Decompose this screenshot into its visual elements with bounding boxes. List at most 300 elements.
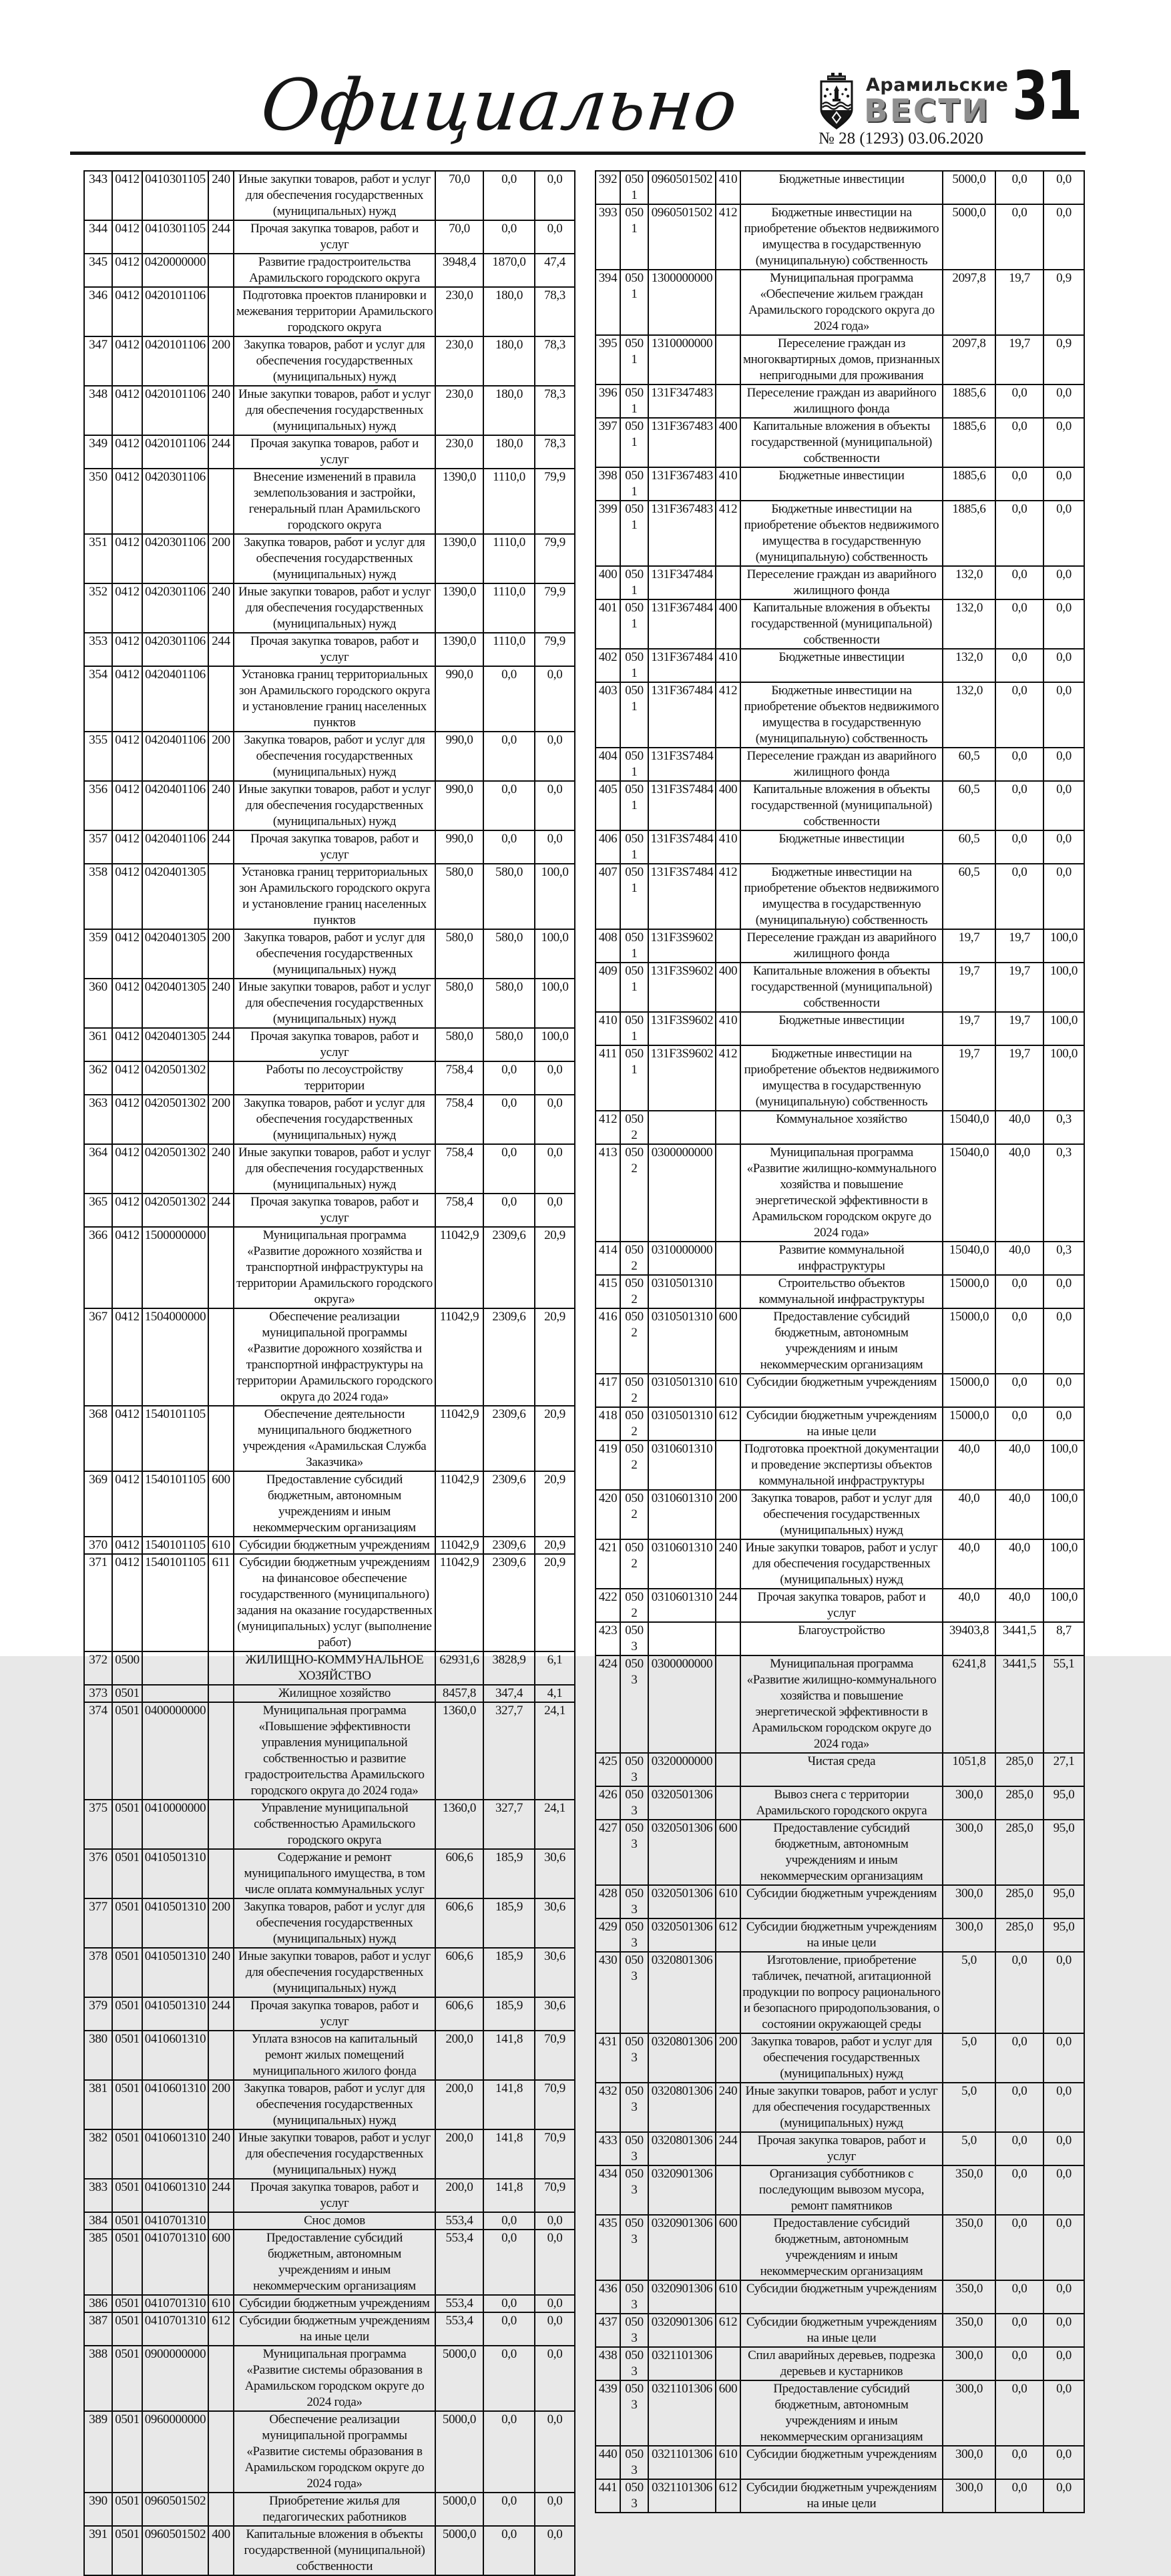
cell-allocated: 11042,9 (435, 1308, 483, 1406)
cell-row-number: 359 (84, 929, 112, 979)
cell-allocated: 2097,8 (943, 270, 995, 335)
cell-allocated: 990,0 (435, 830, 483, 864)
cell-target-article: 0420401305 (142, 929, 208, 979)
table-row (596, 781, 1084, 830)
table-row (84, 633, 575, 666)
cell-description: Прочая закупка товаров, работ и услуг (234, 1997, 435, 2031)
cell-executed: 180,0 (483, 435, 535, 469)
cell-expense-type: 611 (208, 1554, 234, 1651)
cell-executed: 0,0 (995, 599, 1043, 649)
cell-executed: 19,7 (995, 929, 1043, 963)
cell-description: Капитальные вложения в объекты государственной (муниципальной) собственности (740, 781, 943, 830)
cell-section-code: 0412 (112, 1308, 142, 1406)
cell-description: Иные закупки товаров, работ и услуг для обеспечения государственных (муниципальных) нужд (234, 583, 435, 633)
cell-expense-type (716, 1952, 740, 2033)
cell-percent: 4,1 (535, 1685, 575, 1702)
cell-row-number: 388 (84, 2346, 112, 2411)
table-row (596, 2280, 1084, 2314)
cell-target-article: 131F367484 (648, 599, 716, 649)
cell-executed: 580,0 (483, 864, 535, 929)
cell-row-number: 413 (596, 1144, 620, 1242)
cell-percent: 30,6 (535, 1849, 575, 1898)
cell-target-article (648, 1111, 716, 1144)
cell-description: Коммунальное хозяйство (740, 1111, 943, 1144)
cell-expense-type (716, 2165, 740, 2215)
cell-row-number: 409 (596, 963, 620, 1012)
cell-target-article: 0320901306 (648, 2165, 716, 2215)
table-row (84, 1471, 575, 1537)
cell-expense-type: 612 (716, 2314, 740, 2347)
cell-target-article: 0310601310 (648, 1539, 716, 1589)
cell-allocated: 990,0 (435, 666, 483, 732)
cell-expense-type: 600 (208, 2230, 234, 2295)
cell-target-article: 1540101105 (142, 1471, 208, 1537)
cell-allocated: 1885,6 (943, 384, 995, 418)
cell-executed: 19,7 (995, 1045, 1043, 1111)
table-row (596, 270, 1084, 335)
cell-percent: 70,9 (535, 2080, 575, 2129)
table-row (596, 2033, 1084, 2083)
cell-percent: 95,0 (1043, 1885, 1084, 1918)
cell-description: Муниципальная программа «Развитие системы образования в Арамильском городском округе до 2024 года» (234, 2346, 435, 2411)
cell-description: Закупка товаров, работ и услуг для обеспечения государственных (муниципальных) нужд (234, 1095, 435, 1144)
cell-row-number: 420 (596, 1490, 620, 1539)
cell-allocated: 300,0 (943, 1885, 995, 1918)
cell-percent: 0,0 (1043, 2215, 1084, 2280)
cell-target-article: 0410701310 (142, 2212, 208, 2230)
cell-section-code: 0412 (112, 336, 142, 386)
cell-row-number: 431 (596, 2033, 620, 2083)
cell-row-number: 418 (596, 1407, 620, 1441)
cell-percent: 55,1 (1043, 1655, 1084, 1753)
cell-section-code: 0501 (620, 864, 648, 929)
cell-section-code: 0501 (620, 830, 648, 864)
cell-row-number: 426 (596, 1786, 620, 1820)
cell-executed: 40,0 (995, 1111, 1043, 1144)
cell-expense-type: 410 (716, 171, 740, 204)
cell-row-number: 427 (596, 1820, 620, 1885)
table-row (84, 929, 575, 979)
cell-description: Закупка товаров, работ и услуг для обеспечения государственных (муниципальных) нужд (234, 732, 435, 781)
cell-executed: 0,0 (483, 1144, 535, 1194)
page-number: 31 (1012, 57, 1081, 135)
cell-allocated: 60,5 (943, 748, 995, 781)
cell-description: Муниципальная программа «Развитие жилищно-коммунального хозяйства и повышение энергетической эффективности в Арамильском городском округе до 2024 года» (740, 1144, 943, 1242)
cell-percent: 0,0 (1043, 864, 1084, 929)
cell-target-article: 0410000000 (142, 1800, 208, 1849)
cell-percent: 79,9 (535, 633, 575, 666)
cell-row-number: 441 (596, 2479, 620, 2513)
cell-row-number: 407 (596, 864, 620, 929)
cell-row-number: 432 (596, 2083, 620, 2132)
cell-percent: 0,0 (535, 220, 575, 254)
cell-section-code: 0501 (112, 1948, 142, 1997)
cell-row-number: 367 (84, 1308, 112, 1406)
cell-allocated: 1360,0 (435, 1702, 483, 1800)
cell-row-number: 404 (596, 748, 620, 781)
cell-percent: 0,0 (535, 2493, 575, 2526)
cell-section-code: 0412 (112, 1554, 142, 1651)
cell-row-number: 361 (84, 1028, 112, 1061)
cell-section-code: 0501 (112, 2346, 142, 2411)
cell-executed: 0,0 (995, 649, 1043, 682)
cell-row-number: 343 (84, 171, 112, 220)
cell-expense-type: 200 (208, 534, 234, 583)
cell-target-article: 0310501310 (648, 1275, 716, 1308)
cell-expense-type: 412 (716, 682, 740, 748)
cell-expense-type (208, 864, 234, 929)
cell-expense-type (208, 254, 234, 287)
cell-executed: 2309,6 (483, 1471, 535, 1537)
cell-section-code: 0501 (112, 2493, 142, 2526)
cell-row-number: 369 (84, 1471, 112, 1537)
cell-expense-type (208, 2212, 234, 2230)
cell-target-article: 0320501306 (648, 1820, 716, 1885)
cell-percent: 0,0 (535, 171, 575, 220)
cell-allocated: 60,5 (943, 830, 995, 864)
table-row (596, 2215, 1084, 2280)
cell-description: Предоставление субсидий бюджетным, автономным учреждениям и иным некоммерческим организациям (234, 1471, 435, 1537)
cell-executed: 19,7 (995, 1012, 1043, 1045)
table-row (596, 1275, 1084, 1308)
cell-section-code: 0503 (620, 1952, 648, 2033)
table-row (596, 1918, 1084, 1952)
cell-allocated: 606,6 (435, 1997, 483, 2031)
cell-row-number: 354 (84, 666, 112, 732)
cell-target-article: 131F367483 (648, 418, 716, 467)
cell-executed: 0,0 (483, 2312, 535, 2346)
cell-percent: 0,0 (1043, 171, 1084, 204)
cell-description: Бюджетные инвестиции на приобретение объектов недвижимого имущества в государственную (муниципальную) собственность (740, 1045, 943, 1111)
table-row (596, 748, 1084, 781)
cell-allocated: 5000,0 (943, 204, 995, 270)
cell-description: Закупка товаров, работ и услуг для обеспечения государственных (муниципальных) нужд (234, 534, 435, 583)
cell-section-code: 0503 (620, 2479, 648, 2513)
cell-executed: 0,0 (995, 864, 1043, 929)
table-row (596, 1490, 1084, 1539)
cell-executed: 19,7 (995, 963, 1043, 1012)
cell-row-number: 417 (596, 1374, 620, 1407)
cell-description: Капитальные вложения в объекты государственной (муниципальной) собственности (740, 599, 943, 649)
table-row (596, 2165, 1084, 2215)
newspaper-name-top: Арамильские (866, 75, 1009, 95)
table-row (84, 220, 575, 254)
cell-expense-type: 244 (716, 2132, 740, 2165)
cell-section-code: 0412 (112, 1144, 142, 1194)
cell-allocated: 1360,0 (435, 1800, 483, 1849)
cell-row-number: 414 (596, 1242, 620, 1275)
cell-executed: 3828,9 (483, 1651, 535, 1685)
cell-percent: 79,9 (535, 534, 575, 583)
cell-percent: 95,0 (1043, 1820, 1084, 1885)
cell-row-number: 405 (596, 781, 620, 830)
table-row (596, 1539, 1084, 1589)
cell-expense-type (716, 1144, 740, 1242)
cell-expense-type (208, 1061, 234, 1095)
cell-target-article: 131F367484 (648, 682, 716, 748)
cell-row-number: 394 (596, 270, 620, 335)
cell-target-article: 0420301106 (142, 583, 208, 633)
cell-allocated: 350,0 (943, 2280, 995, 2314)
cell-section-code: 0412 (112, 469, 142, 534)
table-row (84, 979, 575, 1028)
cell-percent: 0,0 (535, 2212, 575, 2230)
cell-target-article: 0410501310 (142, 1948, 208, 1997)
cell-target-article (142, 1685, 208, 1702)
cell-percent: 0,0 (1043, 2280, 1084, 2314)
cell-target-article: 0420401106 (142, 830, 208, 864)
cell-expense-type: 412 (716, 1045, 740, 1111)
table-row (84, 534, 575, 583)
cell-expense-type: 610 (208, 2295, 234, 2312)
cell-expense-type: 244 (208, 1997, 234, 2031)
cell-description: Предоставление субсидий бюджетным, автономным учреждениям и иным некоммерческим организациям (740, 1820, 943, 1885)
cell-section-code: 0412 (112, 287, 142, 336)
cell-expense-type: 240 (716, 2083, 740, 2132)
table-row (84, 2129, 575, 2179)
cell-section-code: 0412 (112, 864, 142, 929)
cell-expense-type: 244 (208, 435, 234, 469)
cell-executed: 0,0 (995, 418, 1043, 467)
cell-description: Предоставление субсидий бюджетным, автономным учреждениям и иным некоммерческим организациям (740, 2380, 943, 2446)
cell-section-code: 0503 (620, 2446, 648, 2479)
cell-section-code: 0503 (620, 2314, 648, 2347)
table-row (596, 2314, 1084, 2347)
cell-percent: 0,0 (535, 2526, 575, 2575)
table-row (84, 666, 575, 732)
cell-allocated: 2097,8 (943, 335, 995, 384)
cell-row-number: 402 (596, 649, 620, 682)
cell-section-code: 0412 (112, 979, 142, 1028)
cell-allocated: 606,6 (435, 1898, 483, 1948)
cell-percent: 24,1 (535, 1800, 575, 1849)
cell-executed: 3441,5 (995, 1655, 1043, 1753)
cell-row-number: 411 (596, 1045, 620, 1111)
cell-allocated: 8457,8 (435, 1685, 483, 1702)
table-row (596, 1820, 1084, 1885)
cell-row-number: 387 (84, 2312, 112, 2346)
cell-description: Прочая закупка товаров, работ и услуг (234, 633, 435, 666)
table-row (596, 682, 1084, 748)
cell-section-code: 0502 (620, 1111, 648, 1144)
cell-description: Закупка товаров, работ и услуг для обеспечения государственных (муниципальных) нужд (740, 2033, 943, 2083)
cell-expense-type (716, 566, 740, 599)
cell-allocated: 5000,0 (435, 2346, 483, 2411)
table-row (84, 2295, 575, 2312)
table-row (84, 1948, 575, 1997)
cell-target-article: 131F3S7484 (648, 864, 716, 929)
cell-target-article: 0320901306 (648, 2314, 716, 2347)
cell-percent: 0,0 (1043, 2314, 1084, 2347)
cell-target-article (142, 1651, 208, 1685)
cell-target-article: 0321101306 (648, 2479, 716, 2513)
cell-executed: 180,0 (483, 386, 535, 435)
cell-allocated: 5000,0 (435, 2411, 483, 2493)
cell-target-article: 131F3S9602 (648, 929, 716, 963)
cell-row-number: 375 (84, 1800, 112, 1849)
cell-allocated: 606,6 (435, 1948, 483, 1997)
table-row (596, 2083, 1084, 2132)
cell-percent: 20,9 (535, 1406, 575, 1471)
cell-section-code: 0503 (620, 1786, 648, 1820)
cell-description: Субсидии бюджетным учреждениям на иные цели (740, 1918, 943, 1952)
cell-allocated: 758,4 (435, 1095, 483, 1144)
cell-executed: 0,0 (483, 666, 535, 732)
cell-percent: 0,0 (535, 2230, 575, 2295)
cell-executed: 0,0 (483, 2230, 535, 2295)
cell-expense-type: 400 (716, 599, 740, 649)
cell-target-article: 0420000000 (142, 254, 208, 287)
cell-description: Прочая закупка товаров, работ и услуг (740, 1589, 943, 1622)
cell-expense-type: 240 (208, 1144, 234, 1194)
cell-allocated: 19,7 (943, 963, 995, 1012)
cell-description: Переселение граждан из аварийного жилищного фонда (740, 566, 943, 599)
cell-row-number: 440 (596, 2446, 620, 2479)
cell-allocated: 580,0 (435, 979, 483, 1028)
table-row (596, 963, 1084, 1012)
cell-expense-type: 600 (716, 2215, 740, 2280)
cell-description: Иные закупки товаров, работ и услуг для обеспечения государственных (муниципальных) нужд (234, 781, 435, 830)
cell-description: Прочая закупка товаров, работ и услуг (234, 830, 435, 864)
cell-percent: 100,0 (1043, 1045, 1084, 1111)
cell-executed: 0,0 (995, 748, 1043, 781)
table-row (596, 1144, 1084, 1242)
cell-description: Бюджетные инвестиции (740, 649, 943, 682)
cell-allocated: 5,0 (943, 2083, 995, 2132)
cell-description: Субсидии бюджетным учреждениям на иные цели (740, 2479, 943, 2513)
cell-row-number: 399 (596, 501, 620, 566)
cell-target-article: 0960501502 (648, 171, 716, 204)
cell-row-number: 406 (596, 830, 620, 864)
cell-executed: 0,0 (483, 2295, 535, 2312)
cell-description: Иные закупки товаров, работ и услуг для обеспечения государственных (муниципальных) нужд (740, 2083, 943, 2132)
cell-description: Предоставление субсидий бюджетным, автономным учреждениям и иным некоммерческим организациям (740, 1308, 943, 1374)
cell-section-code: 0501 (112, 2230, 142, 2295)
cell-description: Содержание и ремонт муниципального имущества, в том числе оплата коммунальных услуг (234, 1849, 435, 1898)
table-row (84, 171, 575, 220)
cell-row-number: 390 (84, 2493, 112, 2526)
cell-target-article: 131F3S7484 (648, 748, 716, 781)
cell-percent: 6,1 (535, 1651, 575, 1685)
cell-description: Организация субботников с последующим вывозом мусора, ремонт памятников (740, 2165, 943, 2215)
cell-target-article: 0960501502 (648, 204, 716, 270)
cell-section-code: 0503 (620, 1820, 648, 1885)
table-row (84, 2080, 575, 2129)
cell-expense-type (208, 2493, 234, 2526)
table-row (84, 1028, 575, 1061)
cell-percent: 8,7 (1043, 1622, 1084, 1655)
cell-expense-type: 244 (208, 2179, 234, 2212)
cell-section-code: 0412 (112, 830, 142, 864)
cell-percent: 100,0 (1043, 1441, 1084, 1490)
cell-target-article: 0420301106 (142, 469, 208, 534)
cell-section-code: 0501 (112, 2295, 142, 2312)
cell-row-number: 344 (84, 220, 112, 254)
cell-executed: 0,0 (483, 2526, 535, 2575)
cell-percent: 95,0 (1043, 1918, 1084, 1952)
cell-executed: 1110,0 (483, 534, 535, 583)
cell-section-code: 0501 (112, 2312, 142, 2346)
cell-description: Иные закупки товаров, работ и услуг для обеспечения государственных (муниципальных) нужд (234, 386, 435, 435)
cell-allocated: 580,0 (435, 1028, 483, 1061)
cell-executed: 185,9 (483, 1898, 535, 1948)
cell-section-code: 0502 (620, 1407, 648, 1441)
cell-row-number: 396 (596, 384, 620, 418)
cell-expense-type (208, 1308, 234, 1406)
cell-expense-type: 610 (716, 1374, 740, 1407)
cell-target-article: 0321101306 (648, 2347, 716, 2380)
cell-description: Муниципальная программа «Повышение эффективности управления муниципальной собственностью и развитие градостроительства Арамильского городского округа до 2024 года» (234, 1702, 435, 1800)
cell-executed: 0,0 (995, 467, 1043, 501)
table-row (596, 599, 1084, 649)
cell-description: Субсидии бюджетным учреждениям на иные цели (234, 2312, 435, 2346)
cell-description: Субсидии бюджетным учреждениям (740, 1374, 943, 1407)
cell-target-article: 0410501310 (142, 1997, 208, 2031)
table-row (596, 204, 1084, 270)
cell-target-article: 0420401106 (142, 666, 208, 732)
cell-percent: 0,0 (1043, 2479, 1084, 2513)
cell-percent: 78,3 (535, 287, 575, 336)
cell-percent: 100,0 (1043, 1539, 1084, 1589)
cell-row-number: 422 (596, 1589, 620, 1622)
cell-description: Субсидии бюджетным учреждениям (740, 2280, 943, 2314)
cell-executed: 0,0 (995, 1308, 1043, 1374)
cell-row-number: 403 (596, 682, 620, 748)
cell-allocated: 553,4 (435, 2212, 483, 2230)
table-row (84, 1702, 575, 1800)
cell-description: Прочая закупка товаров, работ и услуг (234, 1028, 435, 1061)
cell-target-article: 0410601310 (142, 2080, 208, 2129)
cell-expense-type: 610 (208, 1537, 234, 1554)
cell-expense-type: 240 (208, 583, 234, 633)
cell-section-code: 0412 (112, 435, 142, 469)
cell-expense-type: 244 (716, 1589, 740, 1622)
cell-target-article: 1540101105 (142, 1537, 208, 1554)
cell-expense-type: 240 (208, 781, 234, 830)
cell-allocated: 5000,0 (435, 2493, 483, 2526)
cell-section-code: 0501 (620, 929, 648, 963)
cell-expense-type (208, 1685, 234, 1702)
cell-description: Муниципальная программа «Развитие жилищно-коммунального хозяйства и повышение энергетической эффективности в Арамильском городском округе до 2024 года» (740, 1655, 943, 1753)
cell-target-article: 0320801306 (648, 1952, 716, 2033)
cell-allocated: 300,0 (943, 1918, 995, 1952)
cell-target-article: 0420501302 (142, 1194, 208, 1227)
cell-allocated: 70,0 (435, 171, 483, 220)
cell-executed: 0,0 (995, 1952, 1043, 2033)
aramil-coat-of-arms-icon (818, 72, 855, 131)
cell-section-code: 0502 (620, 1490, 648, 1539)
cell-target-article: 0410301105 (142, 171, 208, 220)
cell-description: Бюджетные инвестиции на приобретение объектов недвижимого имущества в государственную (муниципальную) собственность (740, 204, 943, 270)
table-row (596, 1753, 1084, 1786)
cell-allocated: 606,6 (435, 1849, 483, 1898)
table-row (84, 254, 575, 287)
cell-percent: 0,0 (535, 1194, 575, 1227)
table-row (84, 583, 575, 633)
cell-executed: 0,0 (483, 171, 535, 220)
cell-section-code: 0503 (620, 1885, 648, 1918)
cell-executed: 0,0 (995, 2380, 1043, 2446)
cell-allocated: 553,4 (435, 2312, 483, 2346)
cell-section-code: 0501 (620, 599, 648, 649)
cell-executed: 40,0 (995, 1589, 1043, 1622)
table-row (84, 2526, 575, 2575)
cell-executed: 141,8 (483, 2080, 535, 2129)
cell-row-number: 410 (596, 1012, 620, 1045)
cell-percent: 30,6 (535, 1948, 575, 1997)
cell-description: Изготовление, приобретение табличек, печатной, агитационной продукции по вопросу рационального и безопасного природопользования, о состоянии окружающей среды (740, 1952, 943, 2033)
cell-expense-type (208, 1406, 234, 1471)
